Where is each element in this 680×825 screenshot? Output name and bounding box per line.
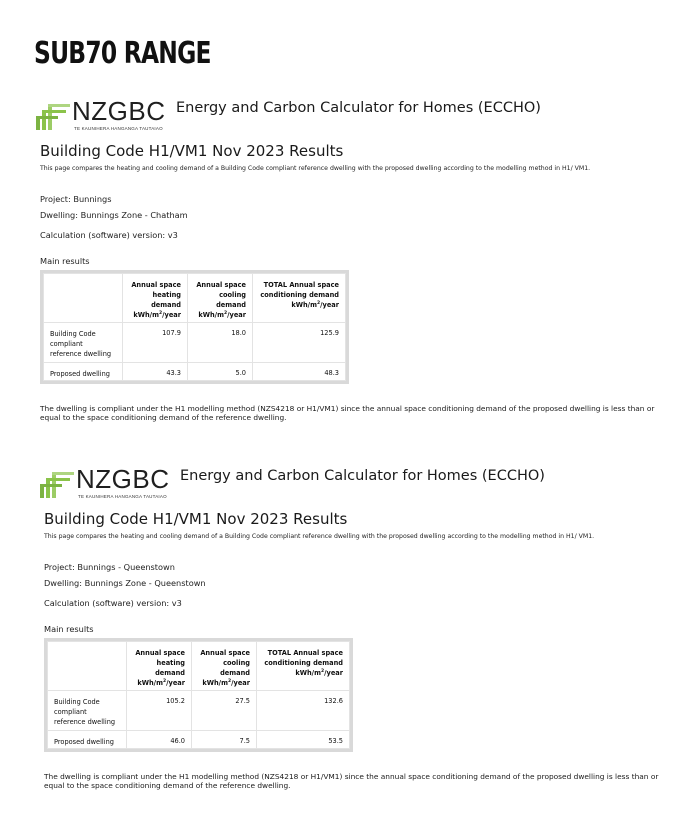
report-header — [36, 96, 680, 136]
total-value: 125.9 — [253, 323, 346, 363]
cooling-value: 7.5 — [192, 731, 257, 749]
nzgbc-logo-text: NZGBC — [72, 96, 166, 126]
header-unit: kWh/$m^2$/year — [291, 300, 339, 309]
row-label: Proposed dwelling — [44, 363, 123, 381]
total-value: 132.6 — [257, 691, 350, 731]
header-total-text: TOTAL Annual space conditioning demand — [264, 649, 343, 667]
main-results-label: Main results — [40, 256, 90, 266]
page-description: This page compares the heating and cooling demand of a Building Code compliant reference dwelling with the proposed dwelling according to the modelling method in H1/ VM1. — [40, 165, 591, 172]
page-heading: Building Code H1/VM1 Nov 2023 Results — [44, 510, 348, 528]
software-version: Calculation (software) version: v3 — [44, 598, 182, 608]
table-row — [48, 731, 350, 749]
page-heading: Building Code H1/VM1 Nov 2023 Results — [40, 142, 344, 160]
project-name: Project: Bunnings - Queenstown — [44, 562, 175, 572]
header-cooling-text: Annual space cooling demand — [200, 649, 250, 677]
compliance-statement: The dwelling is compliant under the H1 modelling method (NZS4218 or H1/VM1) since the annual space conditioning demand of the proposed dwelling is less than or equal to the space conditioning demand of the reference dwelling. — [40, 404, 655, 422]
report-header — [40, 464, 680, 504]
compliance-statement: The dwelling is compliant under the H1 modelling method (NZS4218 or H1/VM1) since the annual space conditioning demand of the proposed dwelling is less than or equal to the space conditioning demand of the reference dwelling. — [44, 772, 659, 790]
table-header-row — [44, 274, 346, 323]
app-title: Energy and Carbon Calculator for Homes (ECCHO) — [176, 100, 541, 116]
results-table — [40, 270, 349, 384]
heating-value: 107.9 — [123, 323, 188, 363]
nzgbc-logo-text: NZGBC — [76, 464, 170, 494]
header-unit: kWh/$m^2$/year — [133, 310, 181, 319]
cooling-value: 18.0 — [188, 323, 253, 363]
header-cooling-text: Annual space cooling demand — [196, 281, 246, 309]
header-unit: kWh/$m^2$/year — [137, 678, 185, 687]
table-header-blank — [44, 274, 123, 323]
nzgbc-logo-subtext: TE KAUNIHERA HANGANGA TAUTAIAO — [78, 494, 167, 499]
header-heating-text: Annual space heating demand — [135, 649, 185, 677]
nzgbc-logo-icon — [36, 102, 70, 130]
header-unit: kWh/$m^2$/year — [295, 668, 343, 677]
table-header-total — [257, 642, 350, 691]
table-row — [44, 363, 346, 381]
table-row — [44, 323, 346, 363]
dwelling-name: Dwelling: Bunnings Zone - Queenstown — [44, 578, 206, 588]
software-version: Calculation (software) version: v3 — [40, 230, 178, 240]
project-name: Project: Bunnings — [40, 194, 112, 204]
page-description: This page compares the heating and cooling demand of a Building Code compliant reference dwelling with the proposed dwelling according to the modelling method in H1/ VM1. — [44, 533, 595, 540]
nzgbc-logo-icon — [40, 470, 74, 498]
header-unit: kWh/$m^2$/year — [198, 310, 246, 319]
table-header-cooling — [188, 274, 253, 323]
heating-value: 43.3 — [123, 363, 188, 381]
results-table — [44, 638, 353, 752]
main-results-label: Main results — [44, 624, 94, 634]
cooling-value: 27.5 — [192, 691, 257, 731]
brand-title: SUB70 RANGE — [34, 36, 211, 71]
nzgbc-logo-subtext: TE KAUNIHERA HANGANGA TAUTAIAO — [74, 126, 163, 131]
table-header-row — [48, 642, 350, 691]
total-value: 53.5 — [257, 731, 350, 749]
dwelling-name: Dwelling: Bunnings Zone - Chatham — [40, 210, 188, 220]
row-label: Proposed dwelling — [48, 731, 127, 749]
table-header-cooling — [192, 642, 257, 691]
heating-value: 105.2 — [127, 691, 192, 731]
row-label: Building Code compliant reference dwelling — [48, 691, 127, 731]
header-unit: kWh/$m^2$/year — [202, 678, 250, 687]
row-label: Building Code compliant reference dwelling — [44, 323, 123, 363]
cooling-value: 5.0 — [188, 363, 253, 381]
heating-value: 46.0 — [127, 731, 192, 749]
table-header-total — [253, 274, 346, 323]
table-header-blank — [48, 642, 127, 691]
header-total-text: TOTAL Annual space conditioning demand — [260, 281, 339, 299]
app-title: Energy and Carbon Calculator for Homes (ECCHO) — [180, 468, 545, 484]
table-header-heating — [127, 642, 192, 691]
total-value: 48.3 — [253, 363, 346, 381]
table-row — [48, 691, 350, 731]
header-heating-text: Annual space heating demand — [131, 281, 181, 309]
table-header-heating — [123, 274, 188, 323]
